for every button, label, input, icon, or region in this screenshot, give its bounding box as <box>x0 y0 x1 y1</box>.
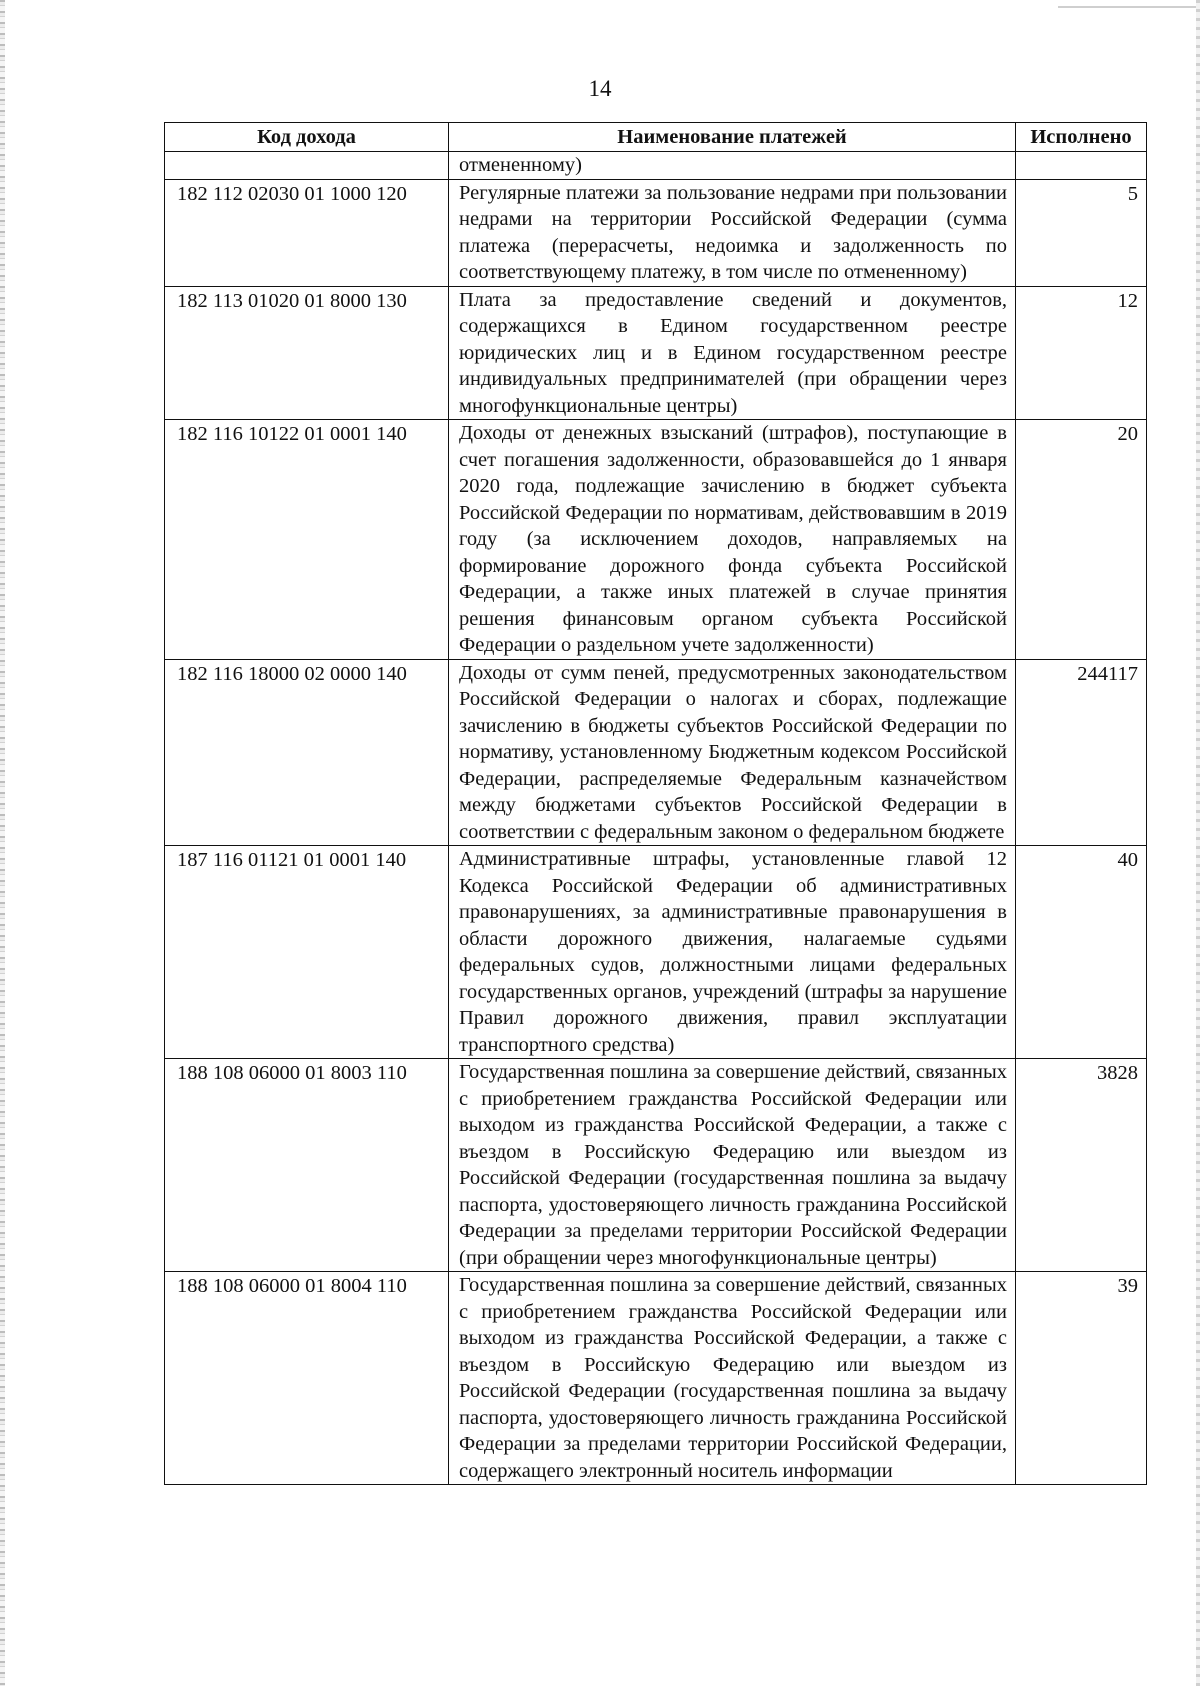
table-row <box>165 659 1147 846</box>
scan-edge-left <box>0 0 5 1686</box>
payment-name-cell: Доходы от денежных взысканий (штрафов), поступающие в счет погашения задолженности, образовавшейся до 1 января 2020 года, подлежащие зачислению в бюджет субъекта Российской Федерации по нормативам, действовавшим в 2019 году (за исключением доходов, направляемых на формирование дорожного фонда субъекта Российской Федерации, а также иных платежей в случае принятия решения финансовым органом субъекта Российской Федерации о раздельном учете задолженности) <box>449 420 1016 660</box>
payment-name-cell: Регулярные платежи за пользование недрами при пользовании недрами на территории Российской Федерации (сумма платежа (перерасчеты, недоимка и задолженность по соответствующему платежу, в том числе по отмененному) <box>449 179 1016 286</box>
payment-name-cell: отмененному) <box>449 152 1016 180</box>
executed-amount-cell: 39 <box>1016 1272 1147 1485</box>
payment-name-cell: Доходы от сумм пеней, предусмотренных законодательством Российской Федерации о налогах и сборах, подлежащие зачислению в бюджеты субъектов Российской Федерации по нормативу, установленному Бюджетным кодексом Российской Федерации, распределяемые Федеральным казначейством между бюджетами субъектов Российской Федерации в соответствии с федеральным законом о федеральном бюджете <box>449 659 1016 846</box>
executed-amount-cell: 20 <box>1016 420 1147 660</box>
scan-edge-top <box>1058 6 1200 8</box>
payment-name-cell: Государственная пошлина за совершение действий, связанных с приобретением гражданства Российской Федерации или выходом из гражданства Российской Федерации, а также с въездом в Российскую Федерацию или выездом из Российской Федерации (государственная пошлина за выдачу паспорта, удостоверяющего личность гражданина Российской Федерации за пределами территории Российской Федерации, содержащего электронный носитель информации <box>449 1272 1016 1485</box>
income-code-cell <box>165 152 449 180</box>
income-code-cell: 182 116 10122 01 0001 140 <box>165 420 449 660</box>
executed-amount-cell: 40 <box>1016 846 1147 1059</box>
table-row <box>165 286 1147 420</box>
income-code-cell: 182 113 01020 01 8000 130 <box>165 286 449 420</box>
table-header-row <box>165 123 1147 152</box>
payment-name-cell: Государственная пошлина за совершение действий, связанных с приобретением гражданства Российской Федерации или выходом из гражданства Российской Федерации, а также с въездом в Российскую Федерацию или выездом из Российской Федерации (государственная пошлина за выдачу паспорта, удостоверяющего личность гражданина Российской Федерации за пределами территории Российской Федерации (при обращении через многофункциональные центры) <box>449 1059 1016 1272</box>
header-executed: Исполнено <box>1016 123 1147 152</box>
table-row <box>165 152 1147 180</box>
table-row <box>165 179 1147 286</box>
income-code-cell: 188 108 06000 01 8003 110 <box>165 1059 449 1272</box>
payment-name-cell: Плата за предоставление сведений и документов, содержащихся в Едином государственном реестре юридических лиц и в Едином государственном реестре индивидуальных предпринимателей (при обращении через многофункциональные центры) <box>449 286 1016 420</box>
executed-amount-cell: 3828 <box>1016 1059 1147 1272</box>
payment-name-cell: Административные штрафы, установленные главой 12 Кодекса Российской Федерации об административных правонарушениях, за административные правонарушения в области дорожного движения, налагаемые судьями федеральных судов, должностными лицами федеральных государственных органов, учреждений (штрафы за нарушение Правил дорожного движения, правил эксплуатации транспортного средства) <box>449 846 1016 1059</box>
table-row <box>165 1272 1147 1485</box>
header-income-code: Код дохода <box>165 123 449 152</box>
page-number: 14 <box>588 76 612 101</box>
executed-amount-cell: 244117 <box>1016 659 1147 846</box>
income-code-cell: 187 116 01121 01 0001 140 <box>165 846 449 1059</box>
income-code-cell: 182 112 02030 01 1000 120 <box>165 179 449 286</box>
executed-amount-cell: 12 <box>1016 286 1147 420</box>
income-code-cell: 188 108 06000 01 8004 110 <box>165 1272 449 1485</box>
scan-edge-right <box>1196 0 1200 1686</box>
header-payment-name: Наименование платежей <box>449 123 1016 152</box>
executed-amount-cell <box>1016 152 1147 180</box>
table-row <box>165 846 1147 1059</box>
income-code-cell: 182 116 18000 02 0000 140 <box>165 659 449 846</box>
table-row <box>165 420 1147 660</box>
executed-amount-cell: 5 <box>1016 179 1147 286</box>
revenue-table <box>164 122 1147 1485</box>
table-row <box>165 1059 1147 1272</box>
